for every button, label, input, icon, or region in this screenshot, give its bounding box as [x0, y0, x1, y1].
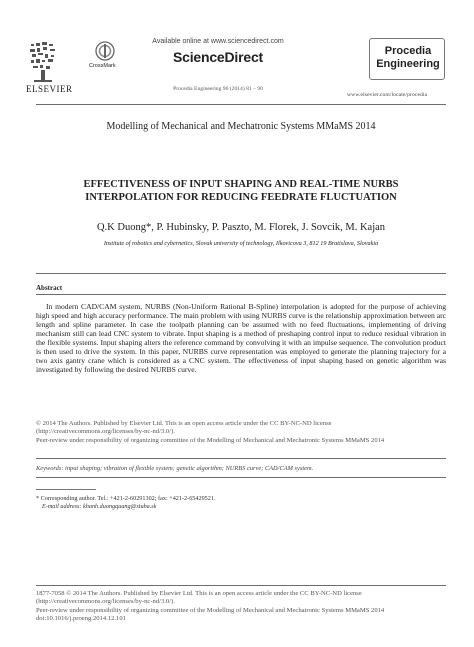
- license-link[interactable]: (http://creativecommons.org/licenses/by-nc-nd/3.0/).: [36, 598, 175, 606]
- paper-title-line1: EFFECTIVENESS OF INPUT SHAPING AND REAL-TIME NURBS: [83, 179, 399, 190]
- copyright-line3: Peer-review under responsibility of organizing committee of the Modelling of Mechanical and Mechatronic Systems MMaMS 2014: [36, 436, 385, 444]
- paper-title: [36, 178, 446, 204]
- conference-name: Modelling of Mechanical and Mechatronic Systems MMaMS 2014: [106, 121, 376, 132]
- abstract-heading-divider: [36, 294, 446, 295]
- keywords-top-divider: [36, 458, 446, 459]
- crossmark-label: CrossMark: [89, 63, 116, 69]
- abstract-body: [36, 302, 446, 374]
- keywords: Keywords: input shaping; vibration of flexible system; genetic algorithm; NURBS curve; CAD/CAM system.: [36, 465, 314, 472]
- copyright-line1: © 2014 The Authors. Published by Elsevier Ltd. This is an open access article under the CC BY-NC-ND license: [36, 420, 332, 427]
- affiliation: Institute of robotics and cybernetics, Slovak university of technology, Ilkovicova 3, 812 19 Bratislava, Slovakia: [103, 240, 379, 247]
- crossmark-icon[interactable]: [95, 41, 115, 61]
- license-block: [36, 590, 446, 623]
- journal-name-line2: Engineering: [376, 58, 440, 70]
- journal-url[interactable]: www.elsevier.com/locate/procedia: [347, 92, 428, 98]
- abstract-heading: Abstract: [36, 284, 63, 292]
- corresponding-author-contact: * Corresponding author. Tel.: +421-2-60291302; fax: +421-2-65429521.: [36, 495, 216, 502]
- abstract-top-divider: [36, 273, 446, 274]
- corresponding-author-footnote: [36, 495, 446, 511]
- journal-reference: Procedia Engineering 96 (2014) 81 – 90: [173, 86, 263, 92]
- sciencedirect-title: ScienceDirect: [172, 49, 263, 65]
- footnote-rule: [36, 489, 96, 490]
- available-online-text: Available online at www.sciencedirect.com: [152, 38, 284, 45]
- abstract-text: In modern CAD/CAM system, NURBS (Non-Uniform Rational B-Spline) interpolation is adopted for the purpose of achieving high speed and high accuracy performance. The main problem with using NURBS curve is the relationship approximation between arc length and spline parameter. In case the toolpath planning can be assumed with no feed fluctuations, implementing of driving mechanism still can lead CNC system to vibrate. Input shaping is a method of preshaping control input to reduce residual vibration in the flexible systems. Input shaping alters the reference command by convolving it with an impulse sequence. The convolution product is then used to drive the system. In this paper, NURBS curve representation was employed to generate the planning trajectory for a two axis gantry crane which is considered as a CNC system. The effectiveness of input shaping based on genetic algorithm was investigated by following the desired NURBS curve.: [36, 302, 447, 375]
- journal-name-line1: Procedia: [384, 45, 432, 57]
- license-line1: 1877-7058 © 2014 The Authors. Published by Elsevier Ltd. This is an open access article under the CC BY-NC-ND license: [36, 590, 362, 597]
- elsevier-tree-logo: [28, 40, 58, 84]
- paper-title-line2: INTERPOLATION FOR REDUCING FEEDRATE FLUCTUATION: [85, 192, 397, 203]
- bottom-divider: [36, 585, 446, 586]
- publisher-logo-text: ELSEVIER: [26, 84, 73, 94]
- keywords-bottom-divider: [36, 477, 446, 478]
- license-line3: Peer-review under responsibility of organizing committee of the Modelling of Mechanical and Mechatronic Systems MMaMS 2014: [36, 606, 385, 614]
- doi[interactable]: doi:10.1016/j.proeng.2014.12.101: [36, 614, 126, 622]
- journal-name: [369, 45, 447, 71]
- authors: Q.K Duong*, P. Hubinsky, P. Paszto, M. Florek, J. Sovcik, M. Kajan: [96, 222, 386, 233]
- header-divider: [36, 104, 446, 105]
- corresponding-author-email[interactable]: E-mail address: khanh.duongquang@stuba.sk: [42, 503, 157, 511]
- copyright-link[interactable]: (http://creativecommons.org/licenses/by-nc-nd/3.0/).: [36, 428, 175, 436]
- abstract-copyright: [36, 420, 446, 445]
